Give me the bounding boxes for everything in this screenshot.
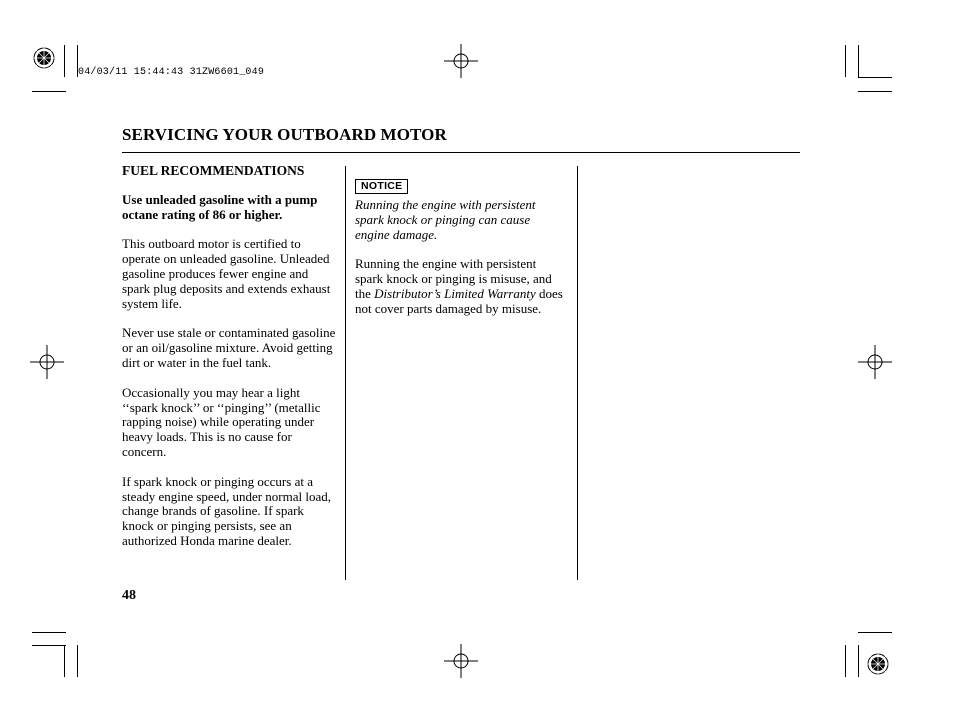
lead-text: Use unleaded gasoline with a pump octane rating of 86 or higher. bbox=[122, 191, 318, 222]
left-column bbox=[122, 164, 338, 564]
notice-label: NOTICE bbox=[355, 179, 408, 194]
notice-body-text: Running the engine with persistent spark knock or pinging is misuse, and the bbox=[355, 256, 552, 301]
subheading: FUEL RECOMMENDATIONS bbox=[122, 163, 305, 178]
notice-body bbox=[355, 257, 565, 316]
title-rule bbox=[122, 152, 800, 153]
print-stamp: 04/03/11 15:44:43 31ZW6601_049 bbox=[78, 67, 265, 78]
section-title: SERVICING YOUR OUTBOARD MOTOR bbox=[122, 125, 447, 144]
notice-column bbox=[355, 178, 565, 332]
paragraph: This outboard motor is certified to operate on unleaded gasoline. Unleaded gasoline produces fewer engine and spark plug deposits and extends exhaust system life. bbox=[122, 236, 331, 311]
warranty-name: Distributor’s Limited Warranty bbox=[374, 285, 536, 301]
crosshair-icon bbox=[858, 345, 892, 379]
column-divider bbox=[577, 166, 578, 580]
notice-body-text: does not cover parts damaged by misuse. bbox=[355, 285, 563, 316]
column-divider bbox=[345, 166, 346, 580]
notice-warning: Running the engine with persistent spark knock or pinging can cause engine damage. bbox=[355, 197, 536, 242]
registration-target-icon bbox=[862, 648, 894, 680]
crosshair-icon bbox=[30, 345, 64, 379]
paragraph: If spark knock or pinging occurs at a steady engine speed, under normal load, change brands of gasoline. If spark knock or pinging persists, see an authorized Honda marine dealer. bbox=[122, 473, 332, 548]
page-number: 48 bbox=[122, 588, 136, 603]
paragraph: Occasionally you may hear a light ‘‘spark knock’’ or ‘‘pinging’’ (metallic rapping noise) while operating under heavy loads. This is no cause for concern. bbox=[122, 384, 321, 459]
paragraph: Never use stale or contaminated gasoline or an oil/gasoline mixture. Avoid getting dirt or water in the fuel tank. bbox=[122, 325, 336, 370]
registration-target-icon bbox=[28, 42, 60, 74]
crosshair-icon bbox=[444, 44, 478, 78]
crosshair-icon bbox=[444, 644, 478, 678]
